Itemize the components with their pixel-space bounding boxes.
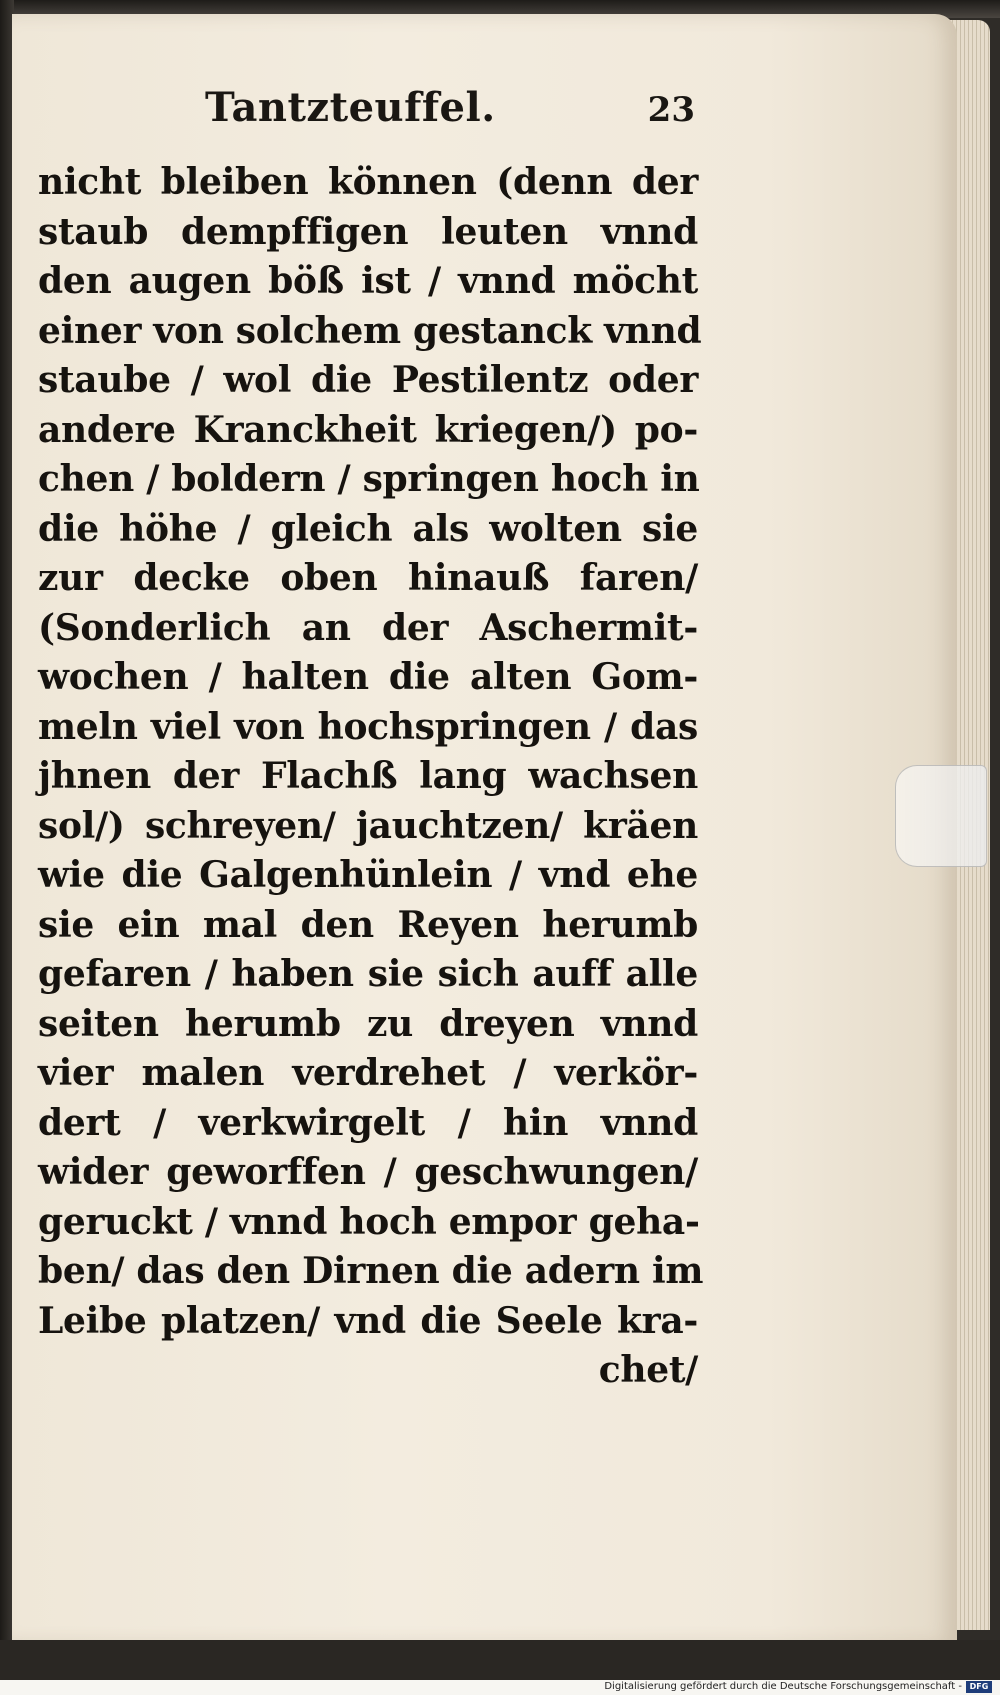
body-text bbox=[38, 158, 704, 1396]
text-line: sol/) schreyen/ jauchtzen/ kräen bbox=[38, 804, 698, 847]
text-line: seiten herumb zu dreyen vnnd bbox=[38, 1002, 698, 1045]
text-line: wochen / halten die alten Gom- bbox=[38, 656, 698, 698]
scan-bottom-background bbox=[0, 1640, 1000, 1680]
running-title: Tantzteuffel. bbox=[205, 84, 496, 131]
page-clip bbox=[895, 765, 987, 867]
dfg-logo: DFG bbox=[966, 1681, 992, 1693]
text-line: vier malen verdrehet / verkör- bbox=[38, 1052, 698, 1094]
text-line: geruckt / vnnd hoch empor geha- bbox=[38, 1200, 700, 1243]
text-line: dert / verkwirgelt / hin vnnd bbox=[38, 1101, 698, 1144]
page-number: 23 bbox=[647, 90, 695, 130]
text-line: staube / wol die Pestilentz oder bbox=[38, 359, 698, 401]
text-line: die höhe / gleich als wolten sie bbox=[38, 507, 698, 550]
text-line: nicht bleiben können (denn der bbox=[38, 161, 698, 203]
text-line: Leibe platzen/ vnd die Seele kra- bbox=[38, 1299, 698, 1342]
text-line: ben/ das den Dirnen die adern im bbox=[38, 1250, 704, 1292]
text-line: andere Kranckheit kriegen/) po- bbox=[38, 408, 698, 451]
text-line: einer von solchem gestanck vnnd bbox=[38, 309, 702, 352]
text-line: meln viel von hochspringen / das bbox=[38, 705, 698, 748]
text-line: sie ein mal den Reyen herumb bbox=[38, 903, 698, 946]
text-line: staub dempffigen leuten vnnd bbox=[38, 210, 698, 253]
text-line: (Sonderlich an der Aschermit- bbox=[38, 606, 698, 649]
text-line: wider geworffen / geschwungen/ bbox=[38, 1151, 698, 1193]
page-header bbox=[205, 84, 695, 144]
text-line: jhnen der Flachß lang wachsen bbox=[38, 755, 698, 797]
text-line: chen / boldern / springen hoch in bbox=[38, 458, 700, 500]
text-line: den augen böß ist / vnnd möcht bbox=[38, 260, 698, 302]
text-line: gefaren / haben sie sich auff alle bbox=[38, 953, 698, 995]
text-line: zur decke oben hinauß faren/ bbox=[38, 557, 698, 599]
footer-credit: Digitalisierung gefördert durch die Deutsche Forschungsgemeinschaft - bbox=[604, 1681, 962, 1692]
text-line: wie die Galgenhünlein / vnd ehe bbox=[38, 854, 698, 896]
text-line-catchword: chet/ bbox=[598, 1349, 698, 1391]
